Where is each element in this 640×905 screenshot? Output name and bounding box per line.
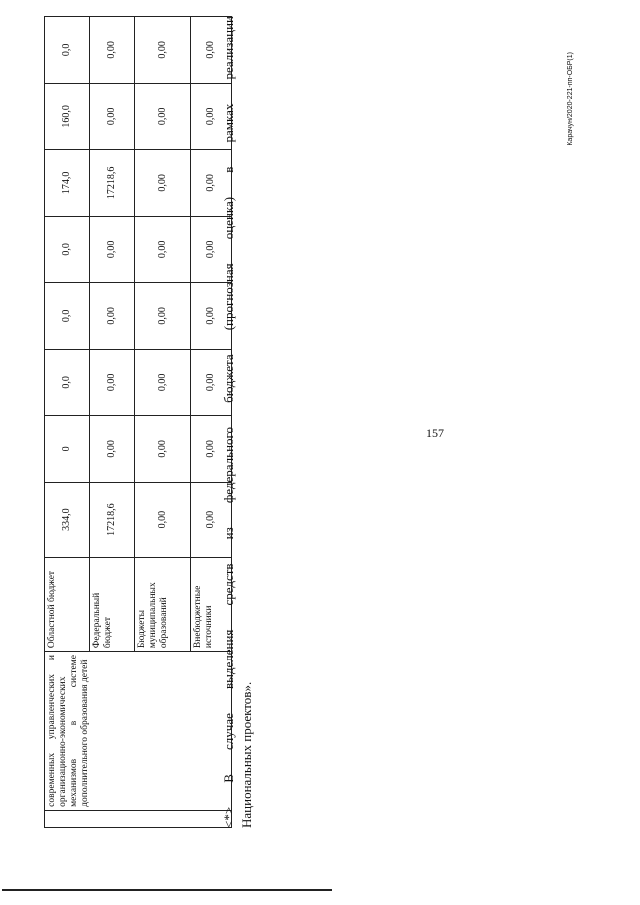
funding-source-cell: Бюджеты муниципальных образований <box>135 557 191 651</box>
value-cell: 0,0 <box>45 216 90 283</box>
value-cell: 0,00 <box>135 83 191 150</box>
page-number: 157 <box>426 426 444 440</box>
value-cell: 334,0 <box>45 482 90 557</box>
funding-table <box>44 16 232 828</box>
value-cell: 174,0 <box>45 150 90 217</box>
value-cell: 0,00 <box>191 416 232 483</box>
footnote <box>220 16 256 828</box>
footnote-line-1: <*> В случае выделения средств из федерального бюджета (прогнозная оценка) в рамках реализации <box>221 16 236 828</box>
value-cell: 17218,6 <box>90 482 135 557</box>
value-cell: 0,00 <box>191 83 232 150</box>
value-cell: 160,0 <box>45 83 90 150</box>
value-cell: 0,00 <box>135 216 191 283</box>
value-cell: 0,00 <box>191 17 232 84</box>
value-cell: 0,00 <box>135 482 191 557</box>
value-cell: 0,0 <box>45 349 90 416</box>
value-cell: 0,00 <box>135 283 191 350</box>
measure-name-cell: современных управленческих и организационно-экономических механизмов в системе дополнительного образования детей <box>45 652 232 811</box>
value-cell: 0,00 <box>191 482 232 557</box>
bottom-divider <box>2 889 332 891</box>
value-cell: 0,00 <box>135 17 191 84</box>
document-code: Карачун/2020-221-пп-ОБР(1) <box>567 52 574 146</box>
value-cell: 0,0 <box>45 283 90 350</box>
funding-source-cell: Федеральный бюджет <box>90 557 135 651</box>
value-cell: 0,00 <box>135 150 191 217</box>
value-cell: 0,00 <box>191 283 232 350</box>
value-cell: 17218,6 <box>90 150 135 217</box>
value-cell: 0,00 <box>191 349 232 416</box>
value-cell: 0,00 <box>90 283 135 350</box>
value-cell: 0,00 <box>90 349 135 416</box>
value-cell: 0 <box>45 416 90 483</box>
table-row <box>45 17 90 828</box>
value-cell: 0,0 <box>45 17 90 84</box>
value-cell: 0,00 <box>191 216 232 283</box>
funding-source-cell: Внебюджетные источники <box>191 557 232 651</box>
value-cell: 0,00 <box>135 349 191 416</box>
value-cell: 0,00 <box>90 416 135 483</box>
footnote-line-2: Национальных проектов». <box>239 681 254 828</box>
funding-source-cell: Областной бюджет <box>45 557 90 651</box>
value-cell: 0,00 <box>135 416 191 483</box>
rotated-page-content <box>30 8 330 828</box>
value-cell: 0,00 <box>191 150 232 217</box>
value-cell: 0,00 <box>90 83 135 150</box>
table-cell-blank <box>45 810 232 827</box>
value-cell: 0,00 <box>90 216 135 283</box>
value-cell: 0,00 <box>90 17 135 84</box>
